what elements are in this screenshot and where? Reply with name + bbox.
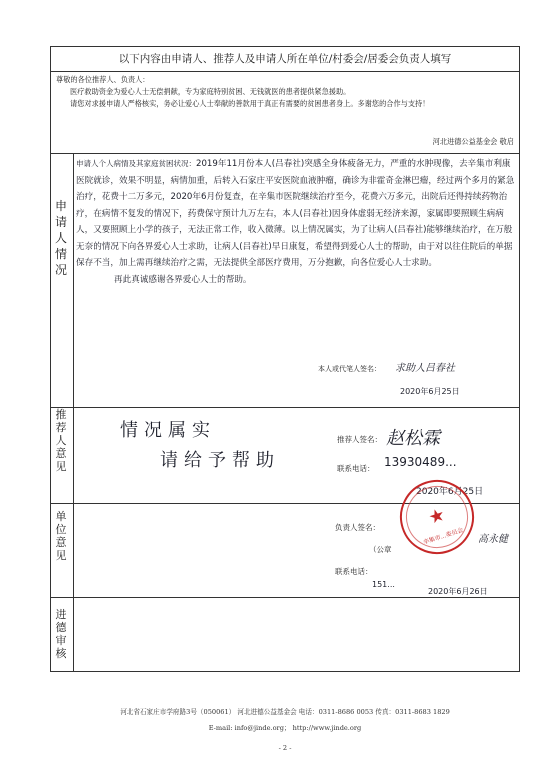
recommender-phone: 13930489...	[384, 455, 457, 469]
rule-applicant	[51, 407, 519, 408]
greeting-sign: 河北进德公益基金会 敬启	[432, 137, 514, 146]
unit-seal-label: （公章	[369, 545, 392, 554]
applicant-narrative: 2019年11月份本人(吕春社)突感全身体疲备无力，严重的水肿现像，去辛集市利康医院就诊，效果不明显，病情加重，后转入石家庄平安医院血液肿瘤，确诊为非霍奇金淋巴瘤，经过两个多月的紧急治疗，花费十二万多元，2020年6月份复查，在辛集市医院继续治疗至今，花费六万多元，出院后还得持续药物治疗，在病情不复发的情况下，药费保守预计九万左右，本人(吕春社)因身体虚弱无经济来源，家属即要照顾生病病人，又要照顾上小学的孩子，无法正常工作，收入微薄。以上情况属实，为了让病人(吕春社)能够继续治疗，在万般无奈的情况下向各界爱心人士求助，让病人(吕春社)早日康复，希望得到爱心人士的帮助，由于对以往住院后的单据保存不当，加上需再继续治疗之需，无法提供全部医疗费用，万分抱歉，向各位爱心人士求助。	[76, 159, 515, 268]
applicant-sign-label: 本人或代笔人签名：	[318, 365, 381, 373]
recommender-date: 2020年6月25日	[416, 487, 484, 497]
rule-greeting	[51, 153, 519, 154]
applicant-label-text: 申请人情况	[54, 199, 67, 277]
recommender-opinion-line1: 情况属实	[120, 420, 216, 441]
applicant-date: 2020年6月25日	[400, 387, 460, 396]
form-header-title: 以下内容由申请人、推荐人及申请人所在单位/村委会/居委会负责人填写	[118, 53, 452, 65]
footer-contact: E-mail: info@jinde.org； http://www.jinde.org	[208, 724, 362, 732]
applicant-thanks: 再此真诚感谢各界爱心人士的帮助。	[114, 274, 252, 285]
rule-label-column	[73, 153, 74, 671]
greeting-line2: 请您对求援申请人严格核实，务必让爱心人士奉献的善款用于真正有需要的贫困患者身上。多谢您的合作与支持！	[70, 99, 430, 108]
recommender-section-label	[50, 408, 72, 473]
jinde-review-section-label	[50, 608, 72, 660]
footer-address: 河北省石家庄市学府路3号（050061） 河北进德公益基金会 电话：0311-8686 0053 传真：0311-8683 1829	[120, 708, 450, 716]
rule-unit	[51, 597, 519, 598]
unit-label-text: 单位意见	[55, 510, 67, 562]
unit-head-sign-label: 负责人签名：	[335, 523, 380, 532]
rule-header	[51, 71, 519, 72]
greeting-salutation: 尊敬的各位推荐人、负责人：	[56, 75, 150, 84]
jinde-review-label-text: 进德审核	[55, 608, 67, 660]
seal-text: 辛集市...委员会	[422, 526, 465, 547]
greeting-line1: 医疗救助资金为爱心人士无偿捐献，专为家庭特别贫困、无钱就医的患者提供紧急援助。	[70, 87, 351, 96]
recommender-sign-label: 推荐人签名：	[337, 435, 382, 444]
recommender-label-text: 推荐人意见	[55, 408, 67, 473]
applicant-intro: 申请人个人病情及其家庭贫困状况：	[76, 159, 196, 168]
applicant-statement	[76, 156, 518, 288]
applicant-signature: 求助人吕春社	[395, 363, 455, 374]
recommender-opinion-line2: 请给予帮助	[160, 450, 280, 471]
unit-head-signature: 高永健	[478, 534, 508, 545]
seal-star-icon: ★	[425, 504, 448, 530]
unit-section-label	[50, 510, 72, 562]
page-number: - 2 -	[278, 744, 292, 752]
recommender-signature: 赵松霖	[386, 428, 440, 449]
applicant-section-label	[50, 198, 72, 278]
unit-date: 2020年6月26日	[428, 587, 488, 596]
unit-phone: 151...	[372, 580, 395, 589]
recommender-phone-label: 联系电话：	[337, 464, 375, 473]
unit-phone-label: 联系电话：	[335, 567, 373, 576]
